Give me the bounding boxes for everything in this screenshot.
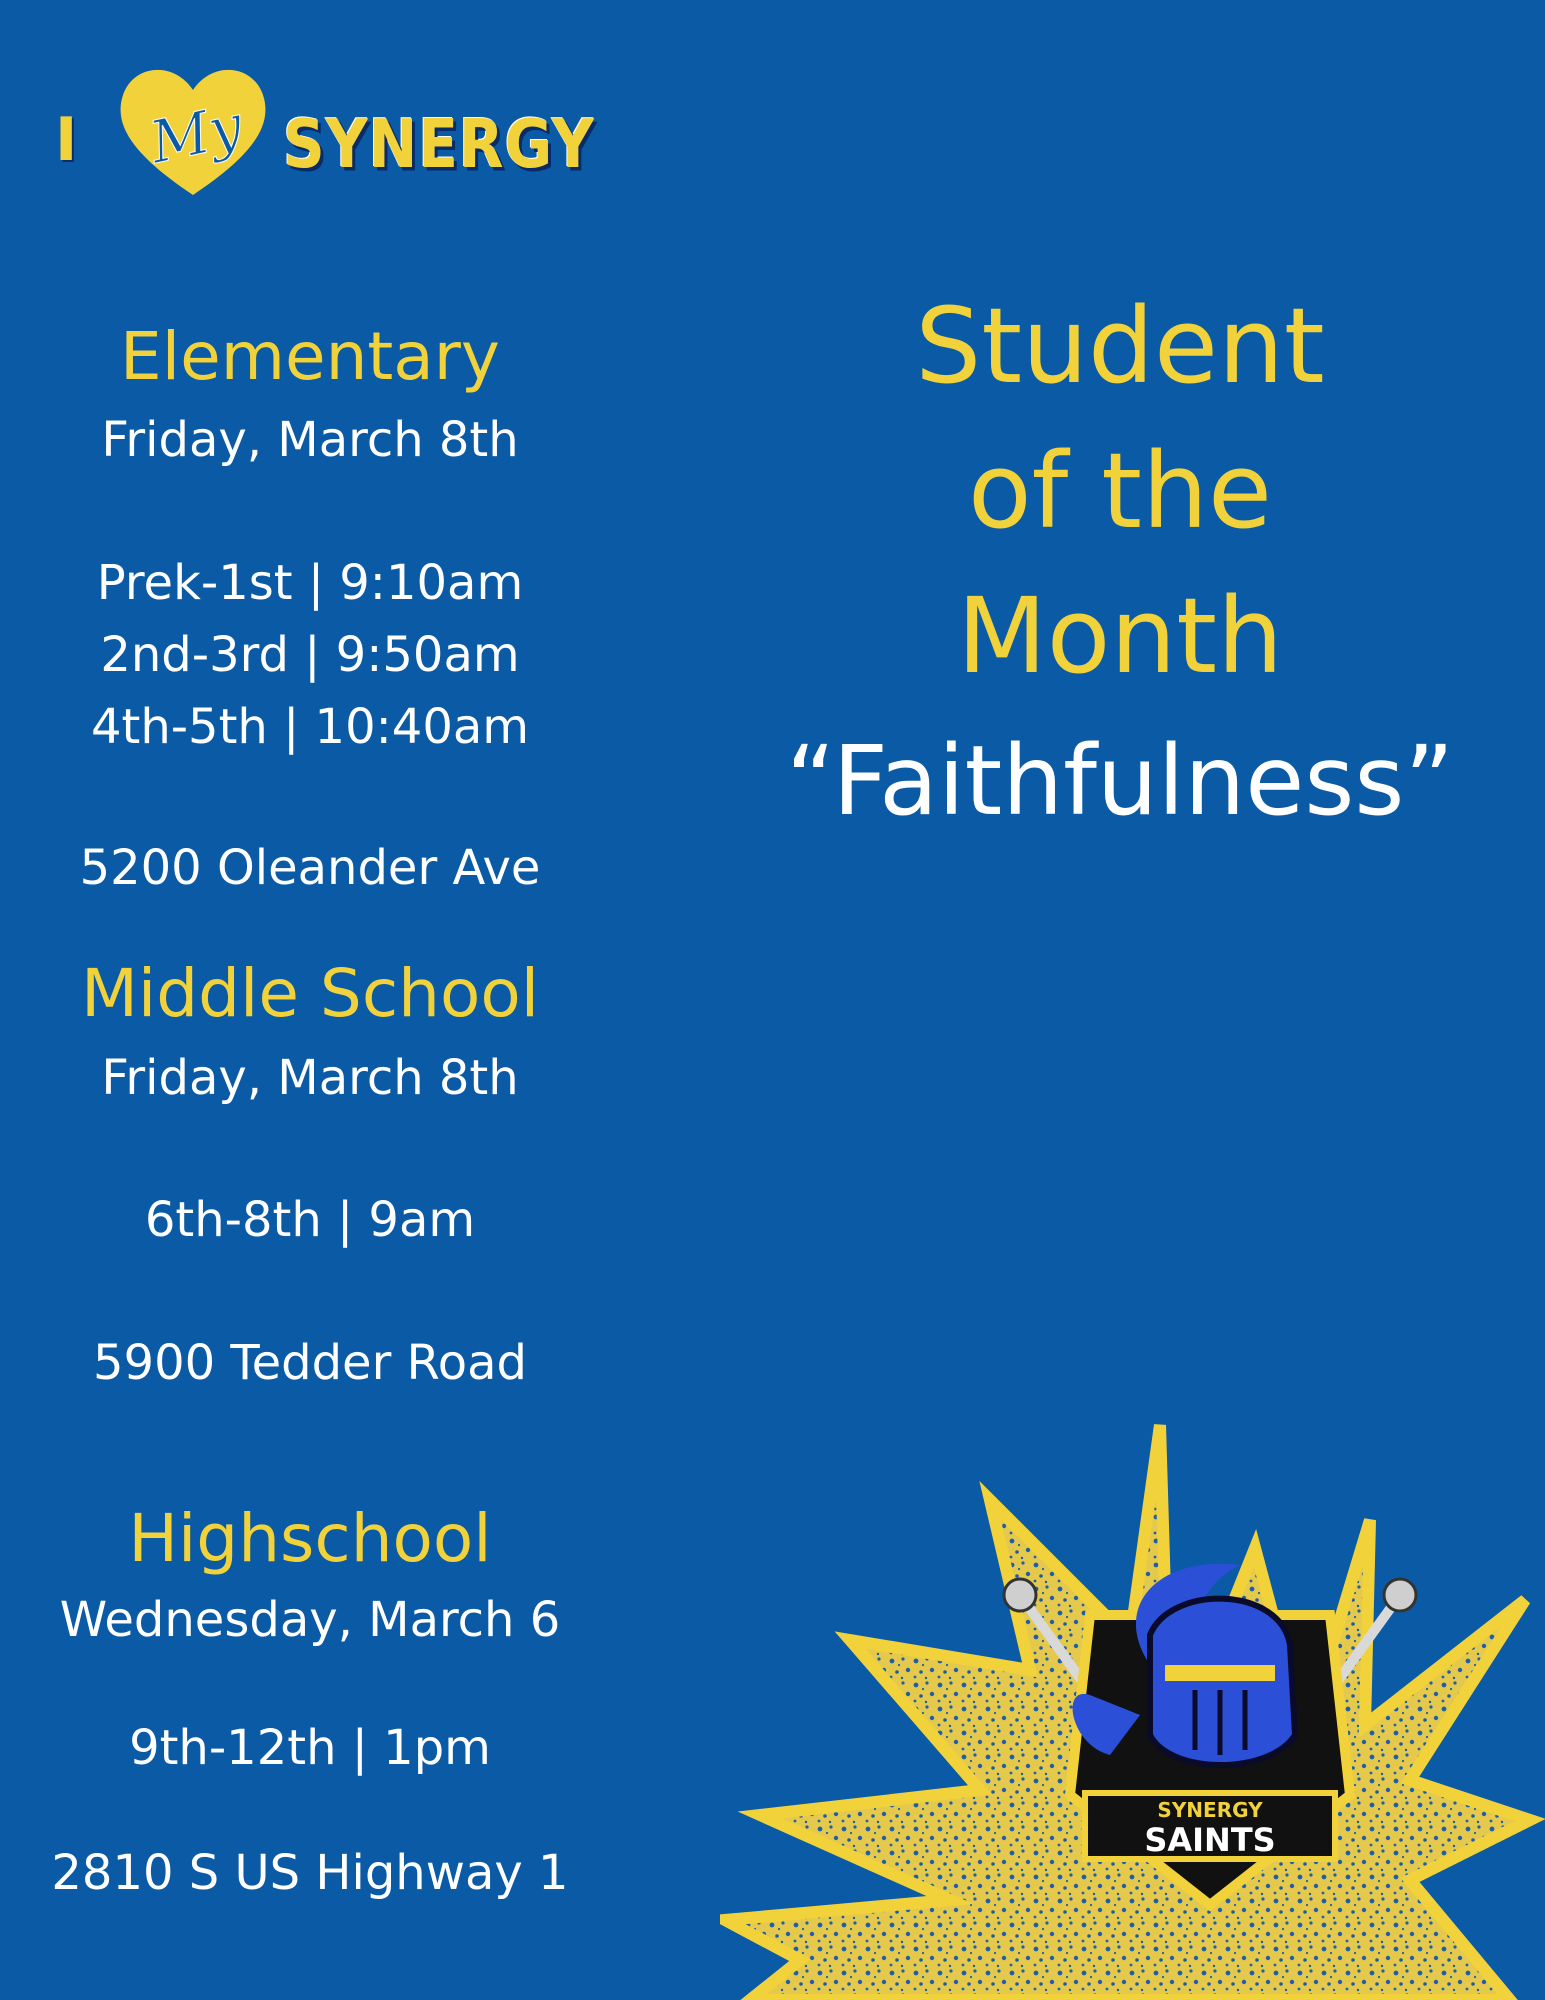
- title-virtue: “Faithfulness”: [785, 725, 1455, 837]
- logo-i-text: I: [55, 105, 80, 175]
- elementary-address: 5200 Oleander Ave: [79, 840, 541, 896]
- emblem-bottom-text: SAINTS: [1144, 1821, 1276, 1859]
- high-school-date: Wednesday, March 6: [59, 1592, 561, 1648]
- saints-knight-emblem: [1000, 1545, 1420, 1925]
- elementary-date: Friday, March 8th: [101, 412, 519, 468]
- high-school-address: 2810 S US Highway 1: [51, 1845, 569, 1901]
- elementary-heading: Elementary: [120, 318, 500, 395]
- middle-school-address: 5900 Tedder Road: [92, 1335, 527, 1391]
- title-line-2: of the: [968, 430, 1272, 552]
- middle-school-schedule-1: 6th-8th | 9am: [144, 1192, 476, 1248]
- elementary-schedule-1: Prek-1st | 9:10am: [96, 555, 524, 611]
- synergy-logo: [55, 55, 595, 215]
- middle-school-date: Friday, March 8th: [101, 1050, 519, 1106]
- high-school-schedule-1: 9th-12th | 1pm: [129, 1720, 491, 1776]
- elementary-schedule-3: 4th-5th | 10:40am: [90, 699, 530, 755]
- logo-my-text: My: [143, 91, 249, 177]
- title-line-3: Month: [957, 575, 1283, 697]
- emblem-top-text: SYNERGY: [1157, 1798, 1263, 1822]
- high-school-heading: Highschool: [128, 1500, 492, 1577]
- title-line-1: Student: [915, 285, 1325, 407]
- logo-brand-text: SYNERGY: [283, 105, 595, 184]
- middle-school-heading: Middle School: [80, 955, 540, 1032]
- elementary-schedule-2: 2nd-3rd | 9:50am: [100, 627, 520, 683]
